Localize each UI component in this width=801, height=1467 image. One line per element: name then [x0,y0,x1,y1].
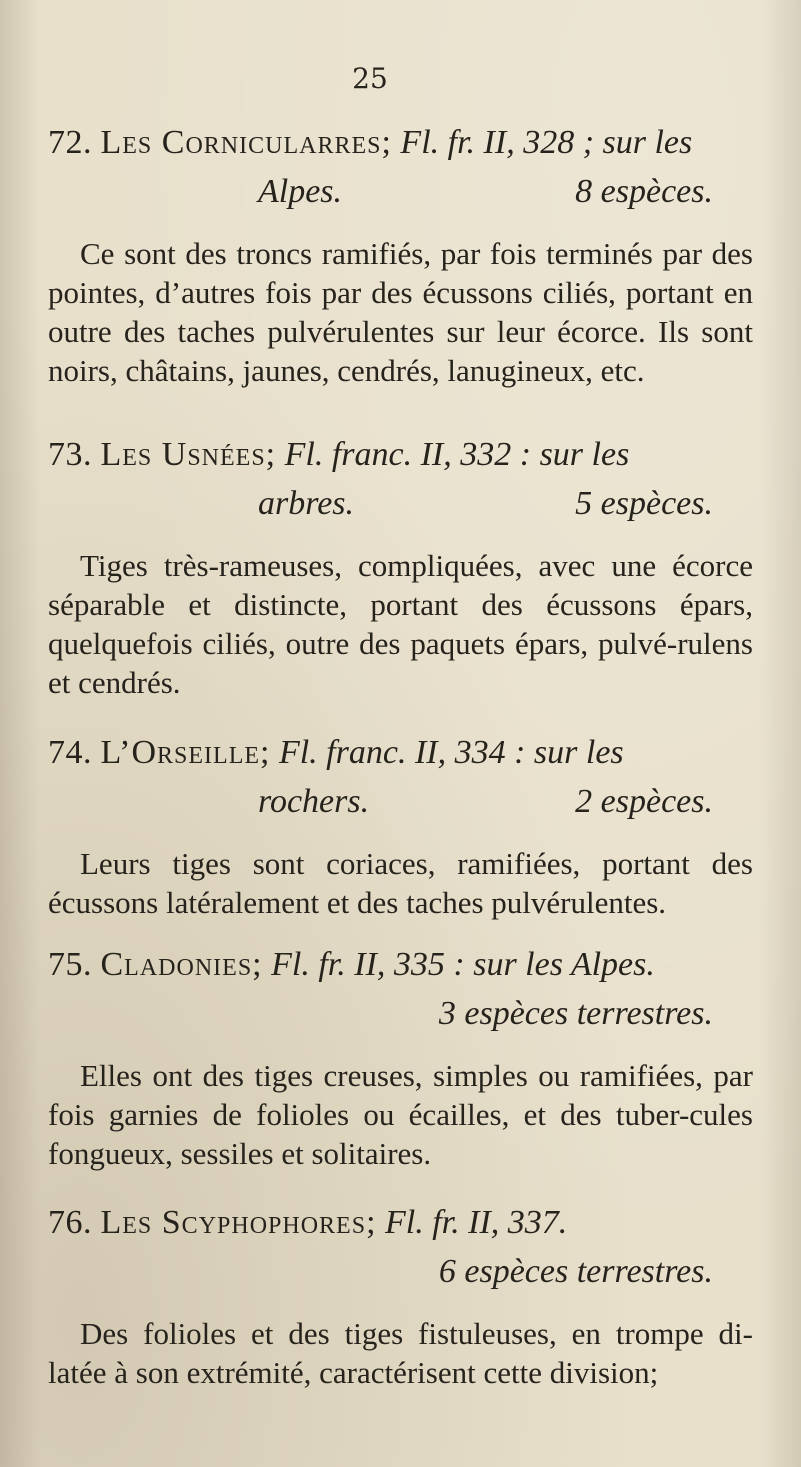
entry-reference: Fl. franc. II, 334 : sur les [278,734,624,771]
entry-number: 73. [48,436,92,473]
entry-name: Les Cornicularres; [100,124,392,161]
description-text: Leurs tiges sont coriaces, ramifiées, portant des écussons latéralement et des taches pulvérulentes. [48,846,753,920]
entry-number: 76. [48,1204,92,1241]
entry-number: 75. [48,946,92,983]
entry-number: 74. [48,734,92,771]
page-number: 25 [352,62,388,95]
description-text: Elles ont des tiges creuses, simples ou ramifiées, par fois garnies de folioles ou écailles, et des tuber-cules fongueux, sessiles et solitaires. [48,1058,753,1171]
entry-reference: Fl. fr. II, 337. [385,1204,568,1241]
entry-name: Les Scyphophores; [100,1204,377,1241]
entry-location: rochers. [258,783,370,820]
entry-heading [48,940,753,990]
entry-subline [48,480,753,528]
entry-description [48,844,753,922]
entry-subline [48,778,753,826]
entry-reference: Fl. fr. II, 328 ; sur les [400,124,693,161]
entry-72 [48,118,753,390]
entry-description [48,546,753,702]
description-text: Des folioles et des tiges fistuleuses, en trompe di-latée à son extrémité, caractérisent cette division; [48,1316,753,1390]
entry-number: 72. [48,124,92,161]
species-count: 2 espèces. [575,783,713,820]
entry-74 [48,728,753,922]
entry-heading [48,1198,753,1248]
entry-subline [48,168,753,216]
entry-reference: Fl. franc. II, 332 : sur les [284,436,630,473]
species-count: 3 espèces terrestres. [438,995,713,1032]
species-count: 6 espèces terrestres. [438,1253,713,1290]
species-count: 8 espèces. [575,173,713,210]
entry-76 [48,1198,753,1392]
entry-name: Cladonies; [100,946,263,983]
entry-subline [48,1248,753,1296]
entry-heading [48,728,753,778]
entry-name: L’Orseille; [100,734,271,771]
entry-description [48,1314,753,1392]
entry-heading [48,430,753,480]
entry-heading [48,118,753,168]
description-text: Ce sont des troncs ramifiés, par fois terminés par des pointes, d’autres fois par des écussons ciliés, portant en outre des taches pulvérulentes sur leur écorce. Ils sont noirs, châtains, jaunes, cendrés, lanugineux, etc. [48,236,753,388]
entry-reference: Fl. fr. II, 335 : sur les Alpes. [271,946,655,983]
description-text: Tiges très-rameuses, compliquées, avec une écorce séparable et distincte, portant des écussons épars, quelquefois ciliés, outre des paquets épars, pulvé-rulens et cendrés. [48,548,753,700]
entry-75 [48,940,753,1173]
species-count: 5 espèces. [575,485,713,522]
entry-73 [48,430,753,702]
entry-location: Alpes. [258,173,343,210]
entry-description [48,234,753,390]
entry-subline [48,990,753,1038]
entry-name: Les Usnées; [100,436,277,473]
entry-location: arbres. [258,485,355,522]
entry-description [48,1056,753,1173]
